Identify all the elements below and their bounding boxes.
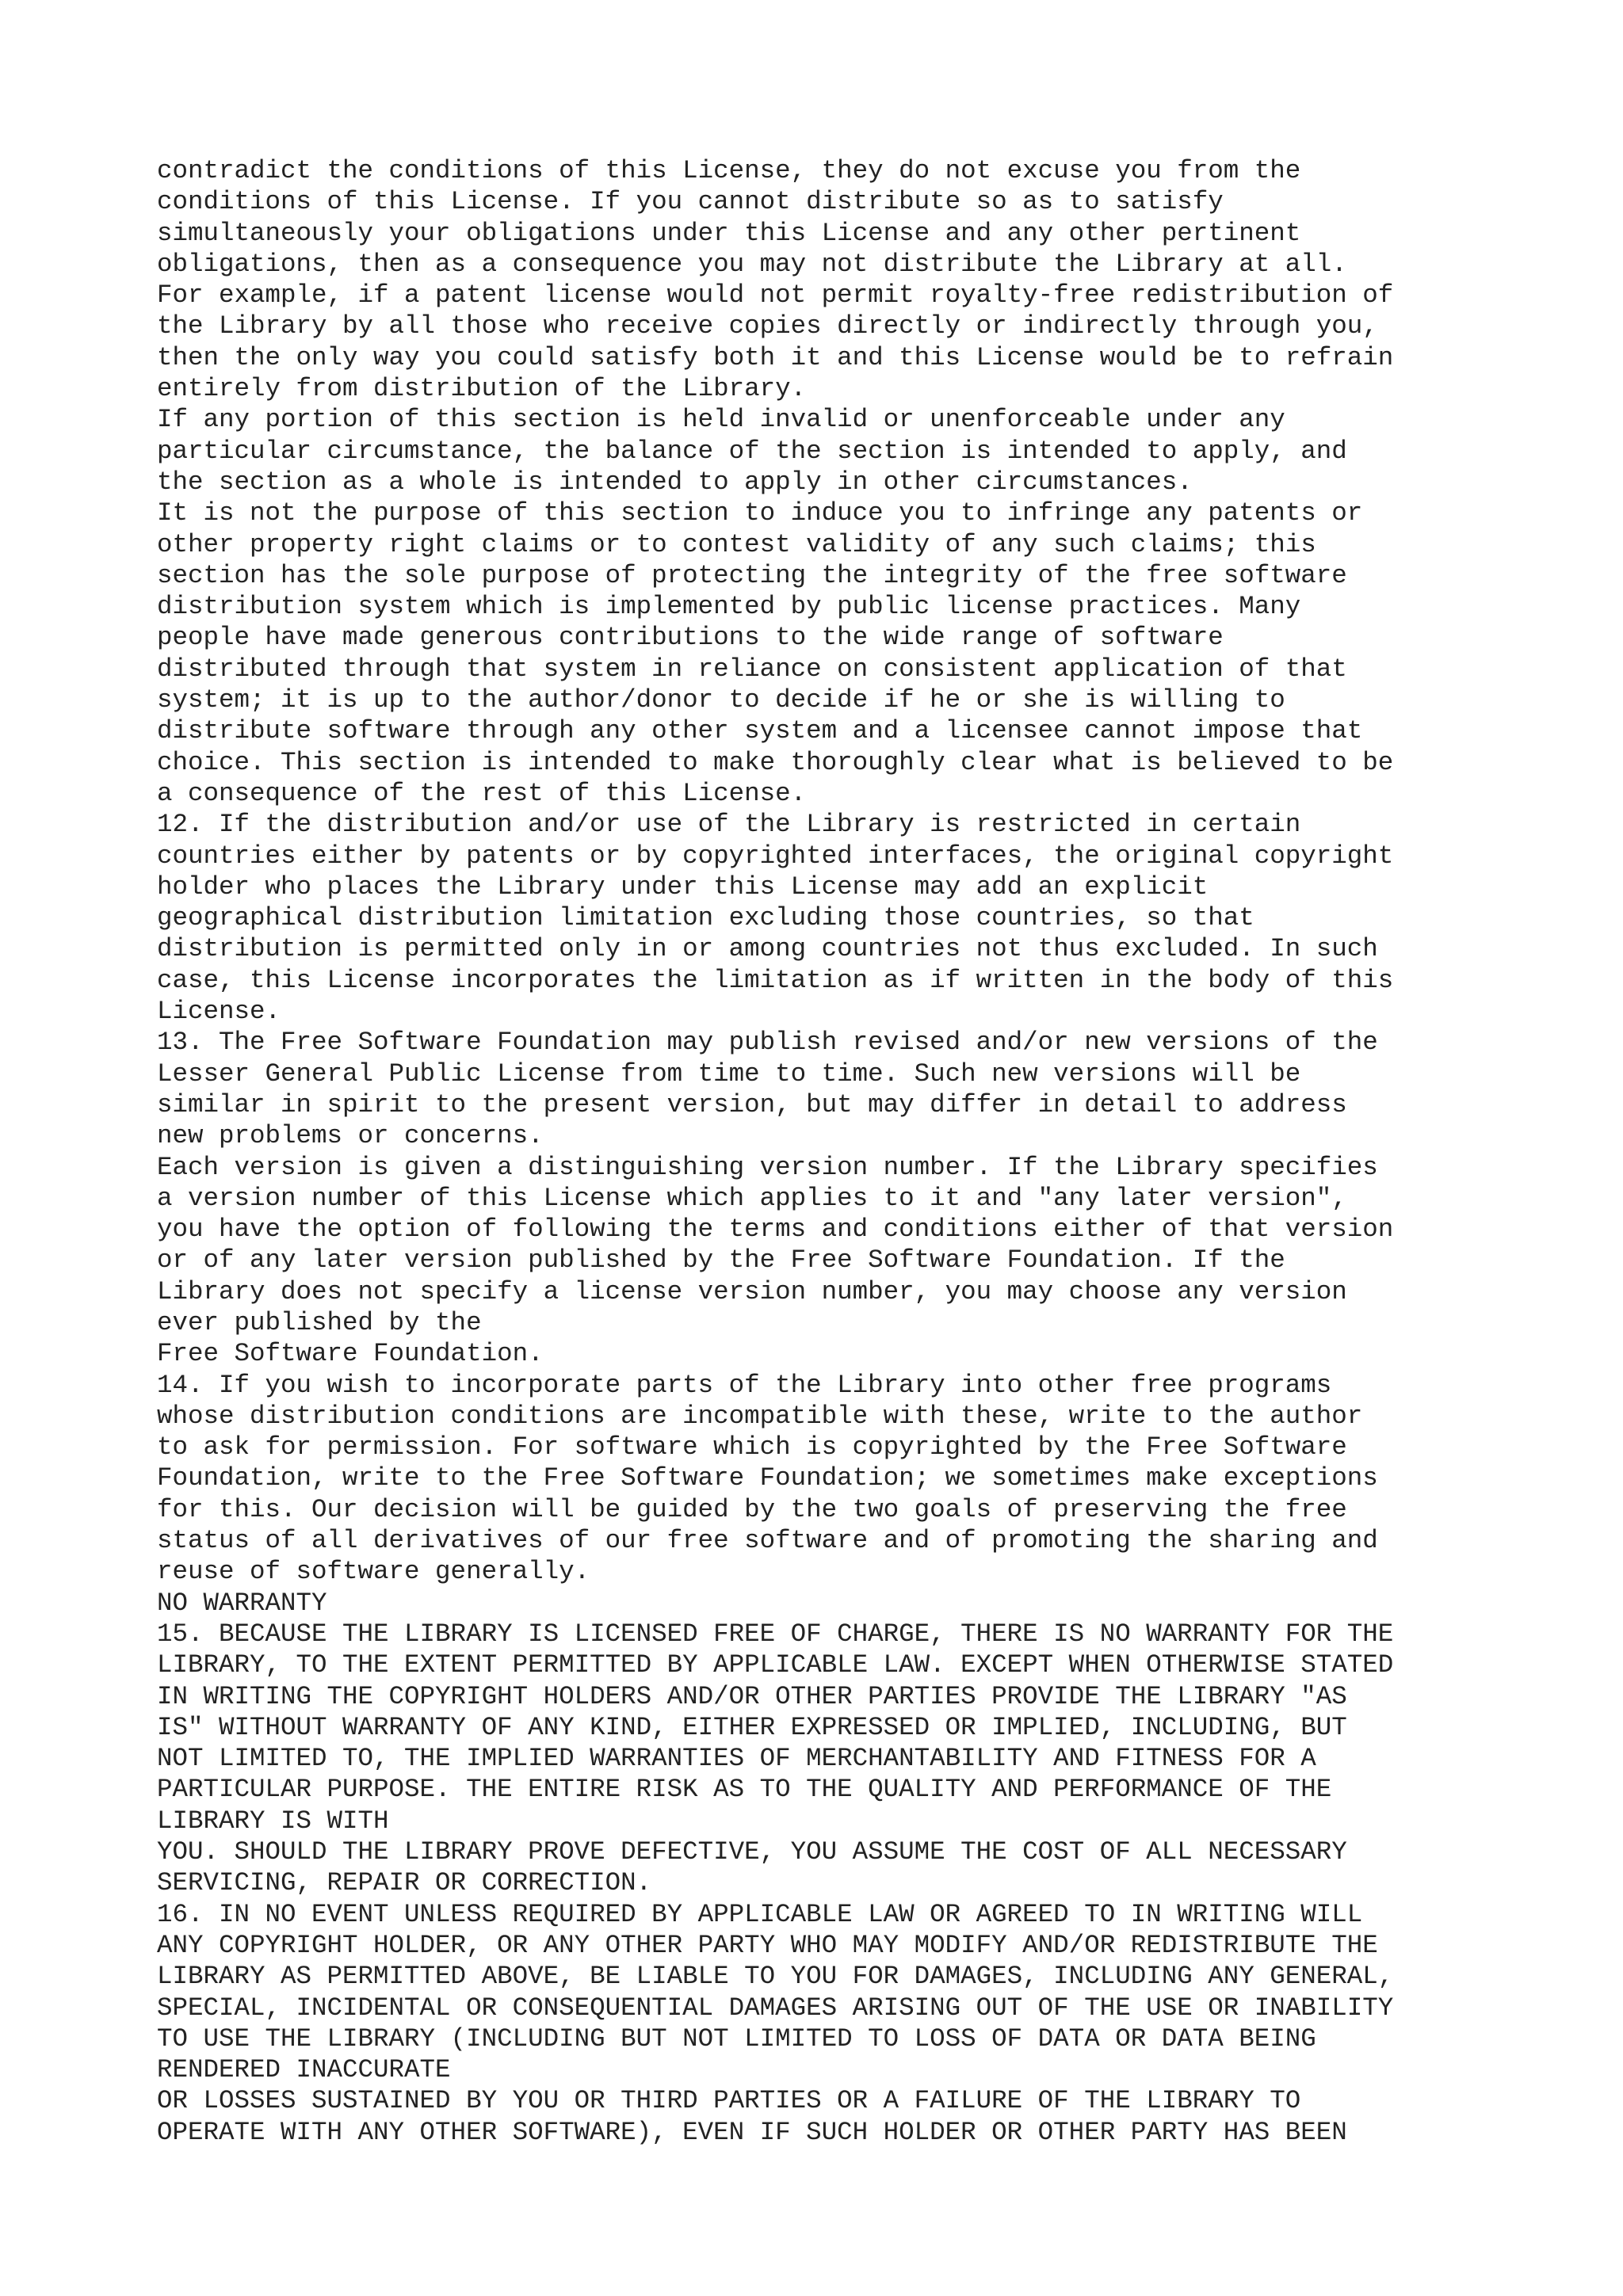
paragraph-severability-conditions: contradict the conditions of this License, they do not excuse you from the conditions of this License. If you cannot distribute so as to satisfy simultaneously your obligations under this License and any other pertinent obligations, then as a consequence you may not distribute the Library at all. For example, if a patent license would not permit royalty-free redistribution of the Library by all those who receive copies directly or indirectly through you, then the only way you could satisfy both it and this License would be to refrain entirely from distribution of the Library. [157,156,1394,404]
section-15-warranty-disclaimer: 15. BECAUSE THE LIBRARY IS LICENSED FREE OF CHARGE, THERE IS NO WARRANTY FOR THE LIBRARY, TO THE EXTENT PERMITTED BY APPLICABLE LAW. EXCEPT WHEN OTHERWISE STATED IN WRITING THE COPYRIGHT HOLDERS AND/OR OTHER PARTIES PROVIDE THE LIBRARY "AS IS" WITHOUT WARRANTY OF ANY KIND, EITHER EXPRESSED OR IMPLIED, INCLUDING, BUT NOT LIMITED TO, THE IMPLIED WARRANTIES OF MERCHANTABILITY AND FITNESS FOR A PARTICULAR PURPOSE. THE ENTIRE RISK AS TO THE QUALITY AND PERFORMANCE OF THE LIBRARY IS WITH YOU. SHOULD THE LIBRARY PROVE DEFECTIVE, YOU ASSUME THE COST OF ALL NECESSARY SERVICING, REPAIR OR CORRECTION. [157,1619,1394,1898]
document-page [157,155,1583,2148]
section-14-incorporation: 14. If you wish to incorporate parts of the Library into other free programs whose distribution conditions are incompatible with these, write to the author to ask for permission. For software which is copyrighted by the Free Software Foundation, write to the Free Software Foundation; we sometimes make exceptions for this. Our decision will be guided by the two goals of preserving the free status of all derivatives of our free software and of promoting the sharing and reuse of software generally. [157,1370,1378,1587]
section-13-revised-versions: 13. The Free Software Foundation may publish revised and/or new versions of the Lesser General Public License from time to time. Such new versions will be similar in spirit to the present version, but may differ in detail to address new problems or concerns. [157,1028,1378,1151]
paragraph-section-purpose: It is not the purpose of this section to induce you to infringe any patents or other property right claims or to contest validity of any such claims; this section has the sole purpose of protecting the integrity of the free software distribution system which is implemented by public license practices. Many people have made generous contributions to the wide range of software distributed through that system in reliance on consistent application of that system; it is up to the author/donor to decide if he or she is willing to distribute software through any other system and a licensee cannot impose that choice. This section is intended to make thoroughly clear what is believed to be a consequence of the rest of this License. [157,498,1394,808]
section-16-liability: 16. IN NO EVENT UNLESS REQUIRED BY APPLICABLE LAW OR AGREED TO IN WRITING WILL ANY COPYRIGHT HOLDER, OR ANY OTHER PARTY WHO MAY MODIFY AND/OR REDISTRIBUTE THE LIBRARY AS PERMITTED ABOVE, BE LIABLE TO YOU FOR DAMAGES, INCLUDING ANY GENERAL, SPECIAL, INCIDENTAL OR CONSEQUENTIAL DAMAGES ARISING OUT OF THE USE OR INABILITY TO USE THE LIBRARY (INCLUDING BUT NOT LIMITED TO LOSS OF DATA OR DATA BEING RENDERED INACCURATE OR LOSSES SUSTAINED BY YOU OR THIRD PARTIES OR A FAILURE OF THE LIBRARY TO OPERATE WITH ANY OTHER SOFTWARE), EVEN IF SUCH HOLDER OR OTHER PARTY HAS BEEN [157,1899,1394,2147]
heading-no-warranty: NO WARRANTY [157,1588,327,1618]
section-12-geographic-limitation: 12. If the distribution and/or use of the Library is restricted in certain countries either by patents or by copyrighted interfaces, the original copyright holder who places the Library under this License may add an explicit geographical distribution limitation excluding those countries, so that distribution is permitted only in or among countries not thus excluded. In such case, this License incorporates the limitation as if written in the body of this License. [157,810,1394,1027]
paragraph-version-numbers: Each version is given a distinguishing version number. If the Library specifies a version number of this License which applies to it and "any later version", you have the option of following the terms and conditions either of that version or of any later version published by the Free Software Foundation. If the Library does not specify a license version number, you may choose any version ever published by the Free Software Foundation. [157,1152,1394,1369]
paragraph-invalid-portion: If any portion of this section is held invalid or unenforceable under any particular circumstance, the balance of the section is intended to apply, and the section as a whole is intended to apply in other circumstances. [157,405,1347,497]
